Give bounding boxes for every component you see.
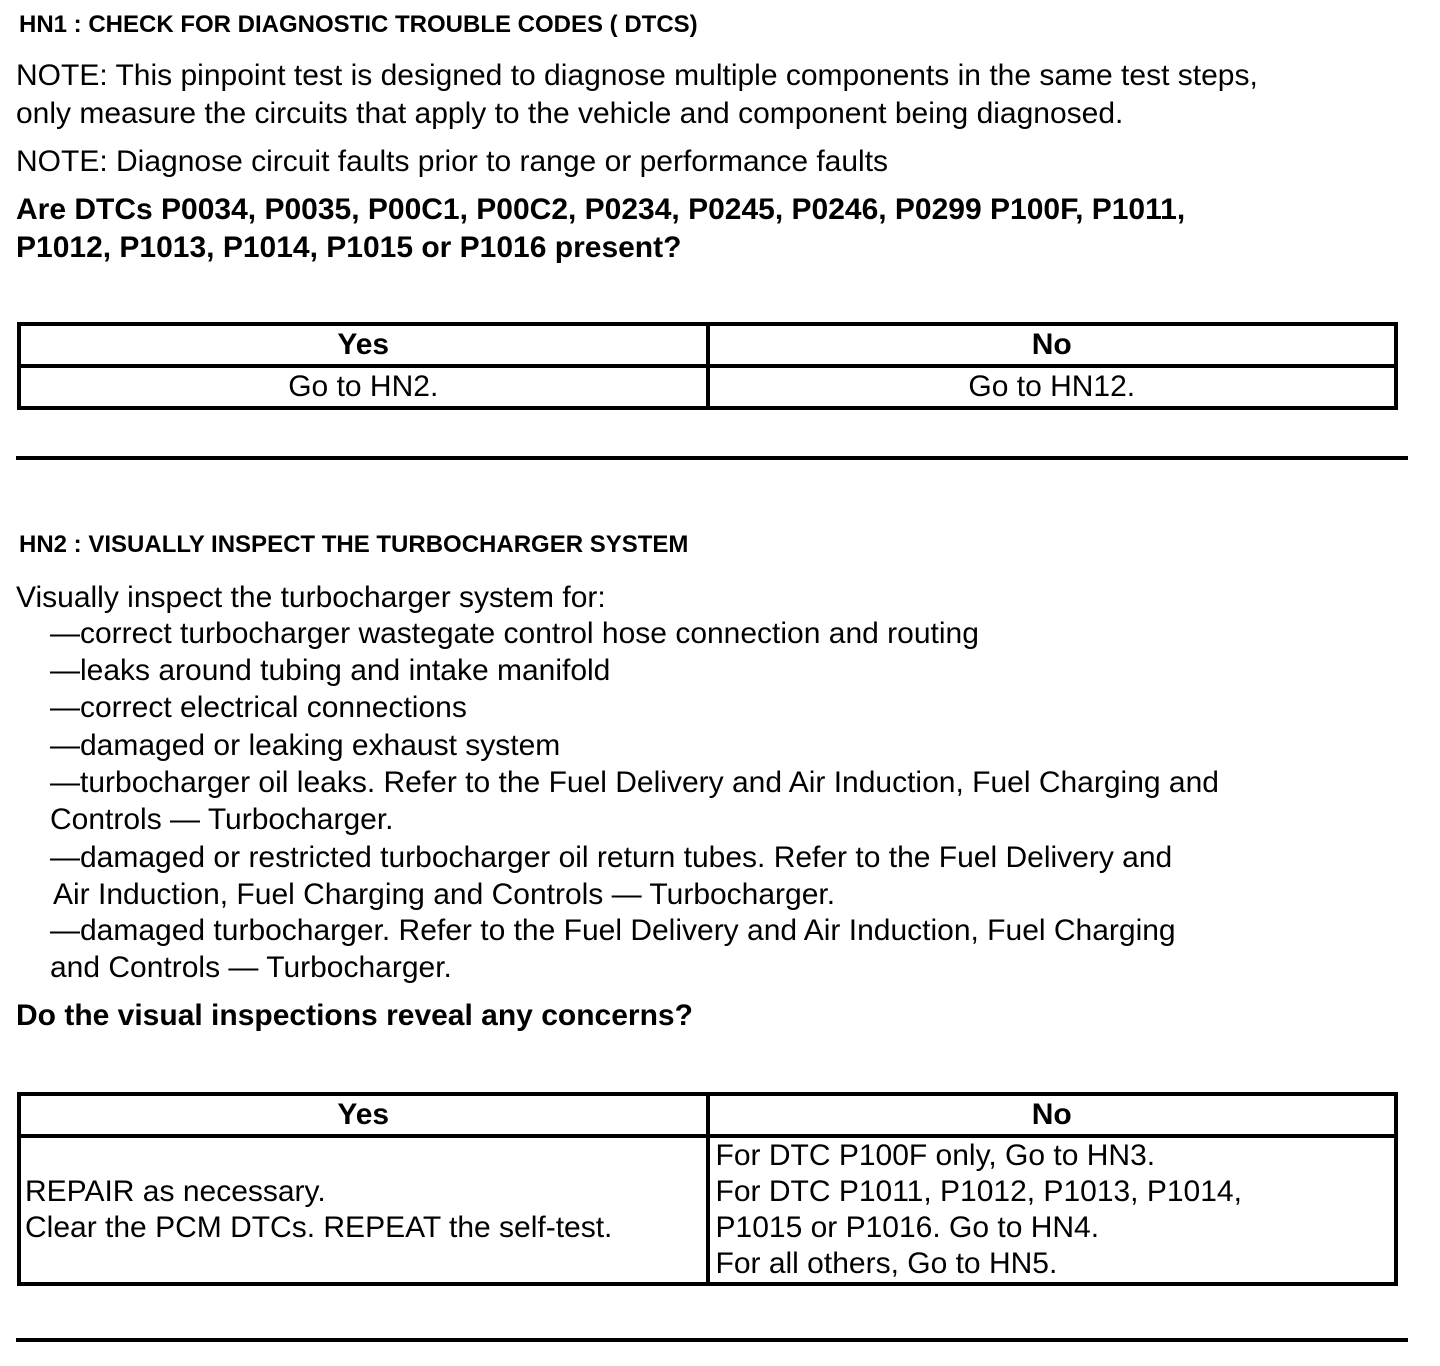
hn2-bullet-item: —correct electrical connections bbox=[50, 691, 467, 724]
hn2-intro: Visually inspect the turbocharger system for: bbox=[16, 581, 606, 614]
hn2-bullet-item: —leaks around tubing and intake manifold bbox=[50, 654, 611, 687]
hn2-bullet-item: —damaged or leaking exhaust system bbox=[50, 729, 561, 762]
hn2-table-action-row bbox=[19, 1136, 1396, 1284]
hn2-no-line: For DTC P1011, P1012, P1013, P1014, bbox=[715, 1175, 1242, 1208]
hn2-no-header: No bbox=[708, 1094, 1397, 1136]
hn2-bullet-item: —damaged turbocharger. Refer to the Fuel Delivery and Air Induction, Fuel Charging bbox=[50, 914, 1176, 947]
hn2-no-action bbox=[708, 1136, 1397, 1284]
hn1-yes-no-table bbox=[17, 322, 1398, 410]
hn2-bullet-item: —turbocharger oil leaks. Refer to the Fuel Delivery and Air Induction, Fuel Charging and bbox=[50, 766, 1219, 799]
hn2-no-line: For DTC P100F only, Go to HN3. bbox=[715, 1139, 1156, 1172]
hn2-bullet-continuation: Controls — Turbocharger. bbox=[50, 803, 394, 836]
hn2-bullet-item: —correct turbocharger wastegate control hose connection and routing bbox=[50, 617, 979, 650]
hn2-no-line: P1015 or P1016. Go to HN4. bbox=[715, 1211, 1100, 1244]
hn2-no-line: For all others, Go to HN5. bbox=[715, 1247, 1058, 1280]
hn2-bullet-continuation: Air Induction, Fuel Charging and Controls — Turbocharger. bbox=[53, 878, 836, 911]
hn2-yes-line: REPAIR as necessary. bbox=[25, 1175, 326, 1208]
hn2-yes-line: Clear the PCM DTCs. REPEAT the self-test. bbox=[25, 1211, 613, 1244]
section-divider bbox=[16, 456, 1408, 460]
hn1-table-action-row bbox=[19, 366, 1396, 408]
hn1-note1-line2: only measure the circuits that apply to the vehicle and component being diagnosed. bbox=[16, 97, 1124, 130]
hn2-yes-header: Yes bbox=[19, 1094, 708, 1136]
section-divider bbox=[16, 1338, 1408, 1342]
hn1-heading: HN1 : CHECK FOR DIAGNOSTIC TROUBLE CODES ( DTCS) bbox=[19, 11, 698, 38]
hn1-table-header-row bbox=[19, 324, 1396, 366]
hn2-yes-action bbox=[19, 1136, 708, 1284]
hn2-heading: HN2 : VISUALLY INSPECT THE TURBOCHARGER SYSTEM bbox=[19, 531, 689, 558]
hn2-bullet-item: —damaged or restricted turbocharger oil return tubes. Refer to the Fuel Delivery and bbox=[50, 841, 1173, 874]
hn2-question: Do the visual inspections reveal any concerns? bbox=[16, 999, 693, 1032]
hn2-bullet-continuation: and Controls — Turbocharger. bbox=[50, 951, 452, 984]
hn1-yes-action: Go to HN2. bbox=[19, 366, 708, 408]
hn1-yes-header: Yes bbox=[19, 324, 708, 366]
hn1-no-action: Go to HN12. bbox=[708, 366, 1397, 408]
hn2-yes-no-table bbox=[17, 1092, 1398, 1286]
hn1-note1-line1: NOTE: This pinpoint test is designed to diagnose multiple components in the same test steps, bbox=[16, 59, 1258, 92]
hn1-note2: NOTE: Diagnose circuit faults prior to range or performance faults bbox=[16, 145, 889, 178]
hn2-table-header-row bbox=[19, 1094, 1396, 1136]
hn1-question-line1: Are DTCs P0034, P0035, P00C1, P00C2, P0234, P0245, P0246, P0299 P100F, P1011, bbox=[16, 193, 1186, 226]
hn1-no-header: No bbox=[708, 324, 1397, 366]
hn1-question-line2: P1012, P1013, P1014, P1015 or P1016 present? bbox=[16, 231, 682, 264]
